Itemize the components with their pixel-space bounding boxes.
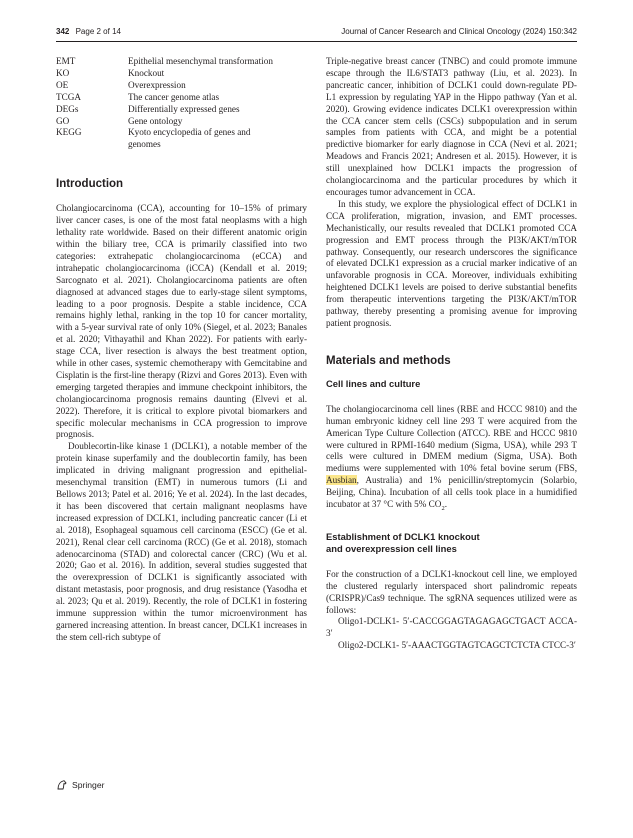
abbr-term: TCGA xyxy=(56,91,82,102)
cell-lines-end: . xyxy=(444,499,447,510)
abbr-definition: Differentially expressed genes xyxy=(128,103,240,114)
page-number: 342 xyxy=(56,27,70,36)
cell-lines-text: The cholangiocarcinoma cell lines (RBE and HCCC 9810) and the human embryonic kidney cell line 293 T were acquired from the American Type Culture Collection (ATCC). RBE and HCCC 9810 were cultured in RPMI-1640 medium (Sigma, USA), while 293 T cells were cultured in DMEM medium (Sigma, USA). Both mediums were supplemented with 10% fetal bovine serum (FBS, xyxy=(326,403,577,474)
abbr-term: KO xyxy=(56,67,70,78)
abbr-term: OE xyxy=(56,79,69,90)
abbr-term: DEGs xyxy=(56,103,79,114)
abbr-term: EMT xyxy=(56,56,76,66)
oligo-1-sequence: Oligo1-DCLK1- 5′-CACCGGAGTAGAGAGCTGACT ACCA-3′ xyxy=(326,616,577,639)
left-column xyxy=(56,56,307,644)
cell-lines-paragraph xyxy=(326,404,577,515)
abbr-definition: Overexpression xyxy=(128,79,186,90)
intro-paragraph-4: In this study, we explore the physiological effect of DCLK1 in CCA proliferation, migration, invasion, and EMT processes. Mechanistically, our results revealed that DCLK1 promoted CCA progression and EMT process through the PI3K/AKT/mTOR pathway. Consequently, our research underscores the significance of elevated DCLK1 expression as a crucial marker indicative of an unfavorable prognosis in CCA. Moreover, individuals exhibiting heightened DCLK1 levels are poised to derive substantial benefits from therapeutic interventions targeting the PI3K/AKT/mTOR pathway, thereby presenting a promising avenue for improving patient prognosis. xyxy=(326,198,577,328)
intro-paragraph-1: Cholangiocarcinoma (CCA), accounting for 10–15% of primary liver cancer cases, is one of the most fatal neoplasms with a high lethality rate worldwide. Based on their different anatomic origin within the biliary tree, CCA is primarily classified into two categories: extrahepatic cholangiocarcinoma (eCCA) and intrahepatic cholangiocarcinoma (iCCA) (Kendall et al. 2019; Sarcognato et al. 2021). Cholangiocarcinoma patients are often diagnosed at advanced stages due to early-stage silent symptoms, leading to a poor prognosis. Despite a stable incidence, CCA remains highly lethal, ranking in the top 10 for cancer mortality, with a 5-year survival rate of only 10% (Siegel, et al. 2023; Banales et al. 2020; Vithayathil and Khan 2022). For patients with early-stage CCA, liver resection is always the best treatment option, while in other cases, systemic chemotherapy with Gemcitabine and Cisplatin is the first-line therapy (Rizvi and Gores 2013). Even with emerging targeted therapies and immune checkpoint inhibitors, the cholangiocarcinoma prognosis remains daunting (Elvevi et al. 2022). Therefore, it is critical to explore pivotal biomarkers and specific molecular mechanisms in CCA progression to improve prognosis. xyxy=(56,203,307,440)
cell-lines-text-2: , Australia) and 1% penicillin/streptomycin (Solarbio, Beijing, China). Incubation of all cells took place in a humidified incubator at 37 °C with 5% CO xyxy=(326,475,577,510)
journal-citation: Journal of Cancer Research and Clinical Oncology (2024) 150:342 xyxy=(341,27,577,36)
abbr-term: GO xyxy=(56,115,70,126)
page-of: Page 2 of 14 xyxy=(75,27,121,36)
methods-heading: Materials and methods xyxy=(326,354,451,367)
intro-paragraph-3: Triple-negative breast cancer (TNBC) and could promote immune escape through the IL6/STAT3 pathway (Liu, et al. 2023). In pancreatic cancer, inhibition of DCLK1 could down-regulate PD-L1 expression by regulating YAP in the Hippo pathway (Yan et al. 2020). Growing evidence indicates DCLK1 overexpression within the CCA cancer stem cells (CSCs) subpopulation and in serum samples from patients with CCA, and might be a potential predictive biomarker for early diagnose in CCA (Nevi et al. 2021; Meadows and Francis 2021; Andresen et al. 2015). However, it is still unexplained how DCLK1 impacts the progression of cholangiocarcinoma and the particular procedures by which it encourages tumor advancement in CCA. xyxy=(326,56,577,197)
abbr-definition: The cancer genome atlas xyxy=(128,91,220,102)
knockout-heading-line-2: and overexpression cell lines xyxy=(326,542,457,554)
publisher-name: Springer xyxy=(72,780,105,790)
intro-paragraph-2: Doublecortin-like kinase 1 (DCLK1), a notable member of the protein kinase superfamily and the doublecortin family, has been implicated in driving malignant progression and epithelial-mesenchymal transition (EMT) in numerous tumors (Li and Bellows 2013; Patel et al. 2016; Ye et al. 2024). In the last decades, it has been discovered that certain malignant neoplasms have increased expression of DCLK1, including pancreatic cancer (Li et al. 2018), Esophageal squamous cell carcinoma (ESCC) (Ge et al. 2021), Renal clear cell carcinoma (RCC) (Ge et al. 2018), stomach adenocarcinoma (STAD) and colorectal cancer (CRC) (Wu et al. 2020; Gao et al. 2016). In addition, several studies suggested that the overexpression of DCLK1 is significantly associated with distant metastasis, poor prognosis, and drug resistance (Yasodha et al. 2023; Qu et al. 2019). Recently, the role of DCLK1 in fostering immune suppression within the tumor microenvironment has garnered increasing attention. In breast cancer, DCLK1 increases in the stem cell-rich subtype of xyxy=(56,441,307,642)
abbr-definition: Gene ontology xyxy=(128,115,183,126)
running-header xyxy=(56,27,577,41)
footer xyxy=(56,779,104,791)
abbr-definition: Knockout xyxy=(128,67,165,78)
highlighted-word: Ausbian xyxy=(326,475,357,486)
abbr-term: KEGG xyxy=(56,127,82,138)
abbreviation-list xyxy=(56,56,307,151)
co2-subscript: 2 xyxy=(441,504,445,512)
right-column xyxy=(326,56,577,652)
oligo-2-sequence: Oligo2-DCLK1- 5′-AAACTGGTAGTCAGCTCTCTA CTCC-3′ xyxy=(338,640,576,651)
introduction-heading: Introduction xyxy=(56,178,124,191)
header-rule xyxy=(56,41,577,42)
cell-lines-heading: Cell lines and culture xyxy=(326,377,421,389)
springer-horse-icon xyxy=(56,779,68,791)
abbr-definition: Kyoto encyclopedia of genes and genomes xyxy=(128,127,251,150)
knockout-heading-line-1: Establishment of DCLK1 knockout xyxy=(326,530,480,542)
knockout-paragraph: For the construction of a DCLK1-knockout cell line, we employed the clustered regularly interspaced short palindromic repeats (CRISPR)/Cas9 technique. The sgRNA sequences utilized were as follows: xyxy=(326,568,577,615)
abbr-definition: Epithelial mesenchymal transformation xyxy=(128,56,273,66)
